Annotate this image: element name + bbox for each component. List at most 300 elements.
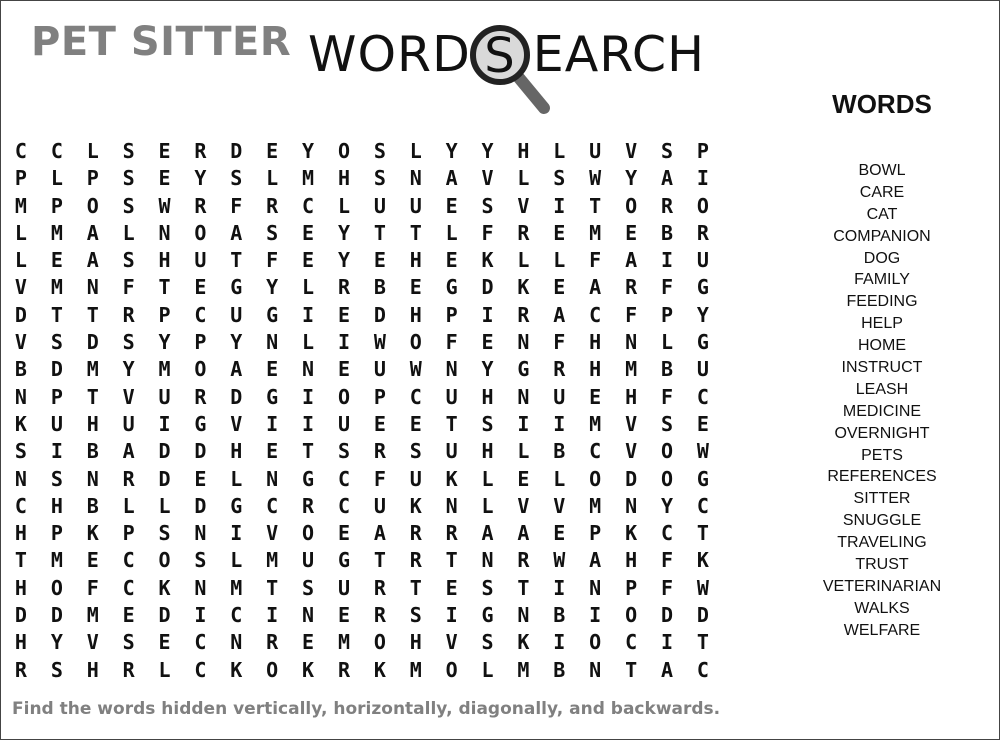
grid-letter[interactable]: H [409, 630, 422, 655]
grid-letter[interactable]: U [445, 439, 458, 464]
grid-letter[interactable]: V [86, 630, 99, 655]
grid-letter[interactable]: U [50, 411, 63, 436]
grid-letter[interactable]: T [445, 411, 458, 436]
grid-letter[interactable]: H [409, 302, 422, 327]
grid-letter[interactable]: P [86, 166, 99, 191]
grid-letter[interactable]: E [266, 139, 279, 163]
grid-letter[interactable]: D [481, 275, 494, 300]
grid-letter[interactable]: E [445, 248, 458, 273]
grid-letter[interactable]: K [86, 521, 99, 546]
grid-letter[interactable]: H [230, 439, 243, 464]
grid-letter[interactable]: O [625, 193, 638, 218]
grid-letter[interactable]: E [337, 603, 350, 628]
grid-letter[interactable]: F [86, 575, 99, 600]
grid-letter[interactable]: M [589, 493, 602, 518]
grid-letter[interactable]: K [230, 657, 243, 682]
grid-letter[interactable]: U [696, 357, 709, 382]
grid-letter[interactable]: G [302, 466, 315, 491]
grid-letter[interactable]: S [266, 220, 279, 245]
grid-letter[interactable]: G [194, 411, 207, 436]
grid-letter[interactable]: B [553, 439, 566, 464]
grid-letter[interactable]: D [158, 439, 171, 464]
grid-letter[interactable]: O [337, 384, 350, 409]
grid-letter[interactable]: D [230, 139, 243, 163]
grid-letter[interactable]: K [409, 493, 422, 518]
grid-letter[interactable]: E [553, 521, 566, 546]
grid-letter[interactable]: C [122, 575, 135, 600]
grid-letter[interactable]: O [409, 330, 422, 355]
grid-letter[interactable]: W [589, 166, 602, 191]
grid-letter[interactable]: K [481, 248, 494, 273]
grid-letter[interactable]: G [266, 302, 279, 327]
grid-letter[interactable]: V [553, 493, 566, 518]
grid-letter[interactable]: E [122, 603, 135, 628]
grid-letter[interactable]: V [445, 630, 458, 655]
grid-letter[interactable]: A [445, 166, 458, 191]
grid-letter[interactable]: C [230, 603, 243, 628]
grid-letter[interactable]: F [266, 248, 279, 273]
grid-letter[interactable]: F [122, 275, 135, 300]
grid-letter[interactable]: W [696, 575, 709, 600]
grid-letter[interactable]: A [660, 657, 673, 682]
grid-letter[interactable]: V [625, 411, 638, 436]
grid-letter[interactable]: L [337, 193, 350, 218]
grid-letter[interactable]: C [589, 439, 602, 464]
grid-letter[interactable]: F [481, 220, 494, 245]
grid-letter[interactable]: L [553, 248, 566, 273]
grid-letter[interactable]: L [266, 166, 279, 191]
grid-letter[interactable]: P [445, 302, 458, 327]
grid-letter[interactable]: R [553, 357, 566, 382]
grid-letter[interactable]: A [373, 521, 386, 546]
grid-letter[interactable]: O [696, 193, 709, 218]
grid-letter[interactable]: Y [445, 139, 458, 163]
grid-letter[interactable]: N [625, 330, 638, 355]
grid-letter[interactable]: B [660, 357, 673, 382]
grid-letter[interactable]: R [660, 193, 673, 218]
grid-letter[interactable]: H [625, 548, 638, 573]
grid-letter[interactable]: G [337, 548, 350, 573]
grid-letter[interactable]: M [589, 220, 602, 245]
grid-letter[interactable]: S [194, 548, 207, 573]
grid-letter[interactable]: M [158, 357, 171, 382]
grid-letter[interactable]: L [86, 139, 99, 163]
grid-letter[interactable]: W [373, 330, 386, 355]
grid-letter[interactable]: E [86, 548, 99, 573]
grid-letter[interactable]: C [266, 493, 279, 518]
grid-letter[interactable]: C [14, 493, 27, 518]
grid-letter[interactable]: E [302, 248, 315, 273]
grid-letter[interactable]: K [158, 575, 171, 600]
grid-letter[interactable]: V [230, 411, 243, 436]
grid-letter[interactable]: H [337, 166, 350, 191]
grid-letter[interactable]: E [553, 220, 566, 245]
grid-letter[interactable]: R [337, 657, 350, 682]
grid-letter[interactable]: O [445, 657, 458, 682]
grid-letter[interactable]: D [50, 357, 63, 382]
grid-letter[interactable]: R [122, 466, 135, 491]
grid-letter[interactable]: M [230, 575, 243, 600]
grid-letter[interactable]: A [86, 220, 99, 245]
grid-letter[interactable]: N [589, 575, 602, 600]
grid-letter[interactable]: E [158, 139, 171, 163]
grid-letter[interactable]: D [158, 603, 171, 628]
grid-letter[interactable]: C [194, 657, 207, 682]
grid-letter[interactable]: M [409, 657, 422, 682]
grid-letter[interactable]: I [266, 411, 279, 436]
grid-letter[interactable]: Y [696, 302, 709, 327]
grid-letter[interactable]: L [230, 548, 243, 573]
grid-letter[interactable]: E [373, 248, 386, 273]
grid-letter[interactable]: U [409, 193, 422, 218]
grid-letter[interactable]: A [230, 357, 243, 382]
grid-letter[interactable]: T [373, 548, 386, 573]
grid-letter[interactable]: U [445, 384, 458, 409]
grid-letter[interactable]: B [660, 220, 673, 245]
grid-letter[interactable]: I [553, 630, 566, 655]
grid-letter[interactable]: I [445, 603, 458, 628]
grid-letter[interactable]: E [158, 166, 171, 191]
grid-letter[interactable]: D [194, 493, 207, 518]
grid-letter[interactable]: T [266, 575, 279, 600]
grid-letter[interactable]: S [409, 603, 422, 628]
grid-letter[interactable]: R [194, 384, 207, 409]
grid-letter[interactable]: K [373, 657, 386, 682]
grid-letter[interactable]: L [553, 466, 566, 491]
grid-letter[interactable]: O [589, 466, 602, 491]
grid-letter[interactable]: S [122, 248, 135, 273]
grid-letter[interactable]: R [696, 220, 709, 245]
grid-letter[interactable]: C [625, 630, 638, 655]
grid-letter[interactable]: S [158, 521, 171, 546]
grid-letter[interactable]: T [696, 521, 709, 546]
grid-letter[interactable]: T [517, 575, 530, 600]
grid-letter[interactable]: O [337, 139, 350, 163]
grid-letter[interactable]: L [517, 439, 530, 464]
grid-letter[interactable]: L [14, 220, 27, 245]
grid-letter[interactable]: N [194, 521, 207, 546]
grid-letter[interactable]: D [14, 603, 27, 628]
grid-letter[interactable]: C [194, 630, 207, 655]
grid-letter[interactable]: O [158, 548, 171, 573]
grid-letter[interactable]: R [409, 548, 422, 573]
grid-letter[interactable]: U [373, 193, 386, 218]
grid-letter[interactable]: H [589, 330, 602, 355]
grid-letter[interactable]: E [266, 439, 279, 464]
grid-letter[interactable]: S [50, 466, 63, 491]
grid-letter[interactable]: N [302, 357, 315, 382]
grid-letter[interactable]: A [589, 275, 602, 300]
grid-letter[interactable]: V [517, 493, 530, 518]
grid-letter[interactable]: S [50, 330, 63, 355]
grid-letter[interactable]: E [337, 357, 350, 382]
grid-letter[interactable]: E [553, 275, 566, 300]
grid-letter[interactable]: U [194, 248, 207, 273]
grid-letter[interactable]: U [122, 411, 135, 436]
grid-letter[interactable]: L [517, 248, 530, 273]
grid-letter[interactable]: W [158, 193, 171, 218]
grid-letter[interactable]: T [302, 439, 315, 464]
grid-letter[interactable]: R [373, 603, 386, 628]
grid-letter[interactable]: V [481, 166, 494, 191]
grid-letter[interactable]: F [660, 548, 673, 573]
grid-letter[interactable]: A [553, 302, 566, 327]
grid-letter[interactable]: G [230, 493, 243, 518]
grid-letter[interactable]: E [696, 411, 709, 436]
grid-letter[interactable]: S [481, 193, 494, 218]
grid-letter[interactable]: H [158, 248, 171, 273]
grid-letter[interactable]: K [14, 411, 27, 436]
grid-letter[interactable]: P [50, 384, 63, 409]
grid-letter[interactable]: E [625, 220, 638, 245]
grid-letter[interactable]: C [122, 548, 135, 573]
grid-letter[interactable]: U [302, 548, 315, 573]
grid-letter[interactable]: L [660, 330, 673, 355]
grid-letter[interactable]: L [122, 493, 135, 518]
grid-letter[interactable]: L [50, 166, 63, 191]
grid-letter[interactable]: S [230, 166, 243, 191]
grid-letter[interactable]: M [14, 193, 27, 218]
grid-letter[interactable]: A [230, 220, 243, 245]
grid-letter[interactable]: W [696, 439, 709, 464]
grid-letter[interactable]: G [696, 466, 709, 491]
grid-letter[interactable]: H [86, 411, 99, 436]
grid-letter[interactable]: O [194, 220, 207, 245]
grid-letter[interactable]: E [445, 575, 458, 600]
grid-letter[interactable]: I [481, 302, 494, 327]
grid-letter[interactable]: M [625, 357, 638, 382]
grid-letter[interactable]: O [86, 193, 99, 218]
grid-letter[interactable]: T [696, 630, 709, 655]
grid-letter[interactable]: U [589, 139, 602, 163]
grid-letter[interactable]: D [14, 302, 27, 327]
grid-letter[interactable]: Y [266, 275, 279, 300]
grid-letter[interactable]: K [625, 521, 638, 546]
grid-letter[interactable]: L [445, 220, 458, 245]
grid-letter[interactable]: P [194, 330, 207, 355]
grid-letter[interactable]: Y [194, 166, 207, 191]
grid-letter[interactable]: T [409, 220, 422, 245]
grid-letter[interactable]: M [50, 275, 63, 300]
grid-letter[interactable]: M [517, 657, 530, 682]
grid-letter[interactable]: C [660, 521, 673, 546]
grid-letter[interactable]: Y [302, 139, 315, 163]
grid-letter[interactable]: L [302, 275, 315, 300]
grid-letter[interactable]: P [625, 575, 638, 600]
grid-letter[interactable]: T [409, 575, 422, 600]
grid-letter[interactable]: R [14, 657, 27, 682]
grid-letter[interactable]: O [194, 357, 207, 382]
grid-letter[interactable]: H [14, 521, 27, 546]
grid-letter[interactable]: A [660, 166, 673, 191]
grid-letter[interactable]: F [660, 575, 673, 600]
grid-letter[interactable]: C [14, 139, 27, 163]
grid-letter[interactable]: W [409, 357, 422, 382]
grid-letter[interactable]: D [50, 603, 63, 628]
grid-letter[interactable]: E [50, 248, 63, 273]
grid-letter[interactable]: F [553, 330, 566, 355]
grid-letter[interactable]: P [589, 521, 602, 546]
grid-letter[interactable]: V [625, 139, 638, 163]
grid-letter[interactable]: S [481, 630, 494, 655]
grid-letter[interactable]: B [553, 603, 566, 628]
grid-letter[interactable]: V [14, 275, 27, 300]
grid-letter[interactable]: S [50, 657, 63, 682]
grid-letter[interactable]: I [302, 302, 315, 327]
grid-letter[interactable]: U [337, 575, 350, 600]
grid-letter[interactable]: L [14, 248, 27, 273]
grid-letter[interactable]: U [696, 248, 709, 273]
grid-letter[interactable]: Y [660, 493, 673, 518]
grid-letter[interactable]: G [266, 384, 279, 409]
grid-letter[interactable]: S [660, 139, 673, 163]
grid-letter[interactable]: A [122, 439, 135, 464]
grid-letter[interactable]: Y [230, 330, 243, 355]
grid-letter[interactable]: K [517, 630, 530, 655]
grid-letter[interactable]: R [409, 521, 422, 546]
grid-letter[interactable]: V [122, 384, 135, 409]
grid-letter[interactable]: E [517, 466, 530, 491]
grid-letter[interactable]: D [696, 603, 709, 628]
grid-letter[interactable]: O [302, 521, 315, 546]
grid-letter[interactable]: H [86, 657, 99, 682]
grid-letter[interactable]: W [553, 548, 566, 573]
grid-letter[interactable]: N [517, 603, 530, 628]
grid-letter[interactable]: F [589, 248, 602, 273]
grid-letter[interactable]: R [517, 548, 530, 573]
grid-letter[interactable]: G [481, 603, 494, 628]
grid-letter[interactable]: I [660, 248, 673, 273]
grid-letter[interactable]: H [14, 630, 27, 655]
grid-letter[interactable]: E [194, 466, 207, 491]
grid-letter[interactable]: M [86, 357, 99, 382]
grid-letter[interactable]: N [266, 330, 279, 355]
grid-letter[interactable]: N [230, 630, 243, 655]
grid-letter[interactable]: N [409, 166, 422, 191]
grid-letter[interactable]: I [302, 384, 315, 409]
grid-letter[interactable]: N [86, 275, 99, 300]
grid-letter[interactable]: N [517, 330, 530, 355]
grid-letter[interactable]: T [86, 384, 99, 409]
grid-letter[interactable]: E [302, 630, 315, 655]
grid-letter[interactable]: Y [337, 248, 350, 273]
grid-letter[interactable]: N [445, 357, 458, 382]
grid-letter[interactable]: E [409, 275, 422, 300]
grid-letter[interactable]: B [86, 439, 99, 464]
grid-letter[interactable]: E [337, 521, 350, 546]
grid-letter[interactable]: A [517, 521, 530, 546]
grid-letter[interactable]: I [302, 411, 315, 436]
grid-letter[interactable]: H [517, 139, 530, 163]
grid-letter[interactable]: E [481, 330, 494, 355]
grid-letter[interactable]: F [445, 330, 458, 355]
grid-letter[interactable]: V [517, 193, 530, 218]
grid-letter[interactable]: M [302, 166, 315, 191]
grid-letter[interactable]: N [625, 493, 638, 518]
grid-letter[interactable]: N [589, 657, 602, 682]
grid-letter[interactable]: T [445, 548, 458, 573]
grid-letter[interactable]: S [122, 630, 135, 655]
grid-letter[interactable]: P [373, 384, 386, 409]
grid-letter[interactable]: P [50, 521, 63, 546]
grid-letter[interactable]: U [409, 466, 422, 491]
grid-letter[interactable]: S [373, 166, 386, 191]
grid-letter[interactable]: K [517, 275, 530, 300]
grid-letter[interactable]: I [158, 411, 171, 436]
grid-letter[interactable]: T [589, 193, 602, 218]
grid-letter[interactable]: D [373, 302, 386, 327]
grid-letter[interactable]: K [302, 657, 315, 682]
grid-letter[interactable]: I [696, 166, 709, 191]
grid-letter[interactable]: H [589, 357, 602, 382]
grid-letter[interactable]: N [445, 493, 458, 518]
grid-letter[interactable]: N [14, 384, 27, 409]
grid-letter[interactable]: B [86, 493, 99, 518]
grid-letter[interactable]: R [517, 220, 530, 245]
grid-letter[interactable]: U [373, 493, 386, 518]
grid-letter[interactable]: R [122, 657, 135, 682]
grid-letter[interactable]: I [553, 193, 566, 218]
grid-letter[interactable]: T [14, 548, 27, 573]
grid-letter[interactable]: T [625, 657, 638, 682]
grid-letter[interactable]: V [625, 439, 638, 464]
grid-letter[interactable]: M [266, 548, 279, 573]
grid-letter[interactable]: E [589, 384, 602, 409]
grid-letter[interactable]: L [553, 139, 566, 163]
grid-letter[interactable]: F [660, 384, 673, 409]
grid-letter[interactable]: P [14, 166, 27, 191]
grid-letter[interactable]: I [337, 330, 350, 355]
grid-letter[interactable]: K [696, 548, 709, 573]
grid-letter[interactable]: R [625, 275, 638, 300]
grid-letter[interactable]: M [50, 220, 63, 245]
grid-letter[interactable]: M [337, 630, 350, 655]
grid-letter[interactable]: C [696, 493, 709, 518]
grid-letter[interactable]: S [553, 166, 566, 191]
grid-letter[interactable]: N [14, 466, 27, 491]
grid-letter[interactable]: U [230, 302, 243, 327]
grid-letter[interactable]: R [266, 630, 279, 655]
grid-letter[interactable]: I [266, 603, 279, 628]
grid-letter[interactable]: L [481, 657, 494, 682]
grid-letter[interactable]: F [373, 466, 386, 491]
grid-letter[interactable]: M [589, 411, 602, 436]
grid-letter[interactable]: F [625, 302, 638, 327]
grid-letter[interactable]: H [409, 248, 422, 273]
grid-letter[interactable]: L [481, 493, 494, 518]
grid-letter[interactable]: T [230, 248, 243, 273]
grid-letter[interactable]: Y [481, 357, 494, 382]
grid-letter[interactable]: C [696, 657, 709, 682]
grid-letter[interactable]: L [158, 493, 171, 518]
grid-letter[interactable]: P [158, 302, 171, 327]
grid-letter[interactable]: S [122, 166, 135, 191]
grid-letter[interactable]: I [50, 439, 63, 464]
grid-letter[interactable]: S [481, 411, 494, 436]
grid-letter[interactable]: L [517, 166, 530, 191]
grid-letter[interactable]: N [302, 603, 315, 628]
grid-letter[interactable]: B [553, 657, 566, 682]
grid-letter[interactable]: H [50, 493, 63, 518]
grid-letter[interactable]: C [696, 384, 709, 409]
grid-letter[interactable]: S [337, 439, 350, 464]
grid-letter[interactable]: A [481, 521, 494, 546]
grid-letter[interactable]: O [589, 630, 602, 655]
grid-letter[interactable]: I [230, 521, 243, 546]
grid-letter[interactable]: O [625, 603, 638, 628]
grid-letter[interactable]: M [50, 548, 63, 573]
grid-letter[interactable]: R [373, 439, 386, 464]
